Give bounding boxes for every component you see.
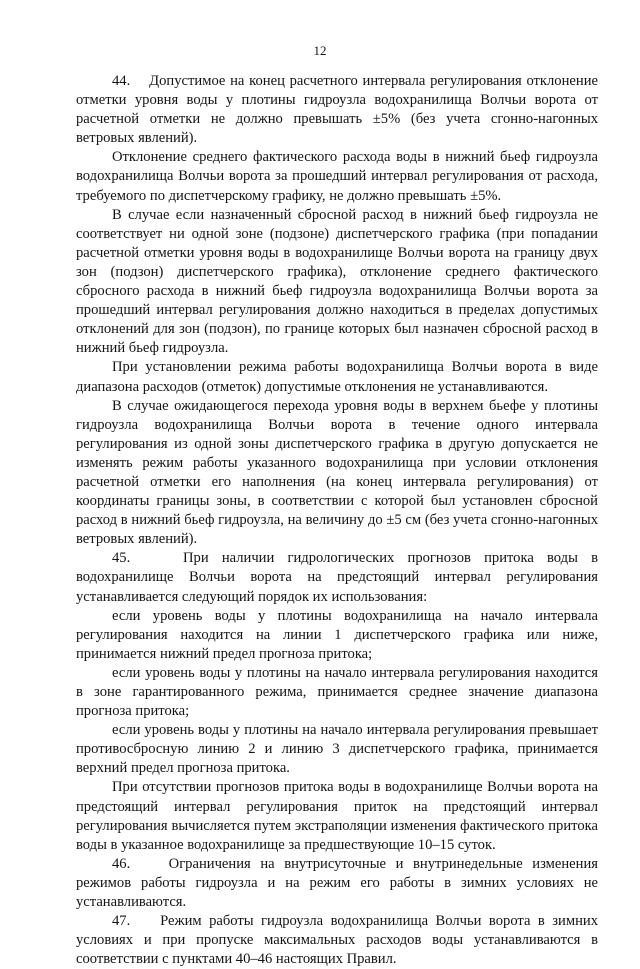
paragraph-45: 45. При наличии гидрологических прогнозов притока воды в водохранилище Волчьи ворота на предстоящий интервал регулирования устанавливается следующий порядок их использования:	[76, 550, 598, 605]
paragraph-discharge-deviation: Отклонение среднего фактического расхода воды в нижний бьеф гидроузла водохранилища Волчьи ворота за прошедший интервал регулирования от расхода, требуемого по диспетчерскому графику, не должно превышать ±5%.	[76, 149, 598, 204]
list-item-average-value: если уровень воды у плотины на начало интервала регулирования находится в зоне гарантированного режима, принимается среднее значение диапазона прогноза притока;	[76, 664, 598, 720]
paragraph-47: 47. Режим работы гидроузла водохранилища Волчьи ворота в зимних условиях и при пропуске максимальных расходов воды устанавливаются в соответствии с пунктами 40–46 настоящих Правил.	[76, 913, 598, 968]
list-item-lower-limit: если уровень воды у плотины водохранилища на начало интервала регулирования находится на линии 1 диспетчерского графика или ниже, принимается нижний предел прогноза притока;	[76, 607, 598, 662]
document-body	[76, 72, 598, 969]
paragraph-discharge-range: При установлении режима работы водохранилища Волчьи ворота в виде диапазона расходов (отметок) допустимые отклонения не устанавливаются.	[76, 359, 598, 395]
paragraph-level-transition: В случае ожидающегося перехода уровня воды в верхнем бьефе у плотины гидроузла водохранилища Волчьи ворота в течение одного интервала регулирования из одной зоны диспетчерского графика в другую допускается не изменять режим работы указанного водохранилища при условии отклонения расчетной отметки его наполнения (на конец интервала регулирования) от координаты границы зоны, в соответствии с которой был установлен сбросной расход в нижний бьеф гидроузла, на величину до ±5 см (без учета сгонно-нагонных ветровых явлений).	[76, 397, 598, 548]
paragraph-no-forecast: При отсутствии прогнозов притока воды в водохранилище Волчьи ворота на предстоящий интервал регулирования приток на предстоящий интервал регулирования вычисляется путем экстраполяции изменения фактического притока воды в указанное водохранилище за предшествующие 10–15 суток.	[76, 779, 598, 853]
list-item-upper-limit: если уровень воды у плотины на начало интервала регулирования превышает противосбросную линию 2 и линию 3 диспетчерского графика, принимается верхний предел прогноза притока.	[76, 722, 598, 777]
page-number: 12	[313, 43, 327, 58]
paragraph-46: 46. Ограничения на внутрисуточные и внутринедельные изменения режимов работы гидроузла и на режим его работы в зимних условиях не устанавливаются.	[76, 855, 598, 911]
paragraph-44: 44. Допустимое на конец расчетного интервала регулирования отклонение отметки уровня воды у плотины гидроузла водохранилища Волчьи ворота от расчетной отметки не должно превышать ±5% (без учета сгонно-нагонных ветровых явлений).	[76, 73, 598, 147]
paragraph-zone-boundary: В случае если назначенный сбросной расход в нижний бьеф гидроузла не соответствует ни одной зоне (подзоне) диспетчерского графика (при попадании расчетной отметки уровня воды в водохранилище Волчьи ворота на границу двух зон (подзон) диспетчерского графика), отклонение среднего фактического сбросного расхода в нижний бьеф гидроузла водохранилища Волчьи ворота за прошедший интервал регулирования должно находиться в пределах допустимых отклонений для зон (подзон), по границе которых был назначен сбросной расход в нижний бьеф гидроузла.	[76, 206, 598, 357]
